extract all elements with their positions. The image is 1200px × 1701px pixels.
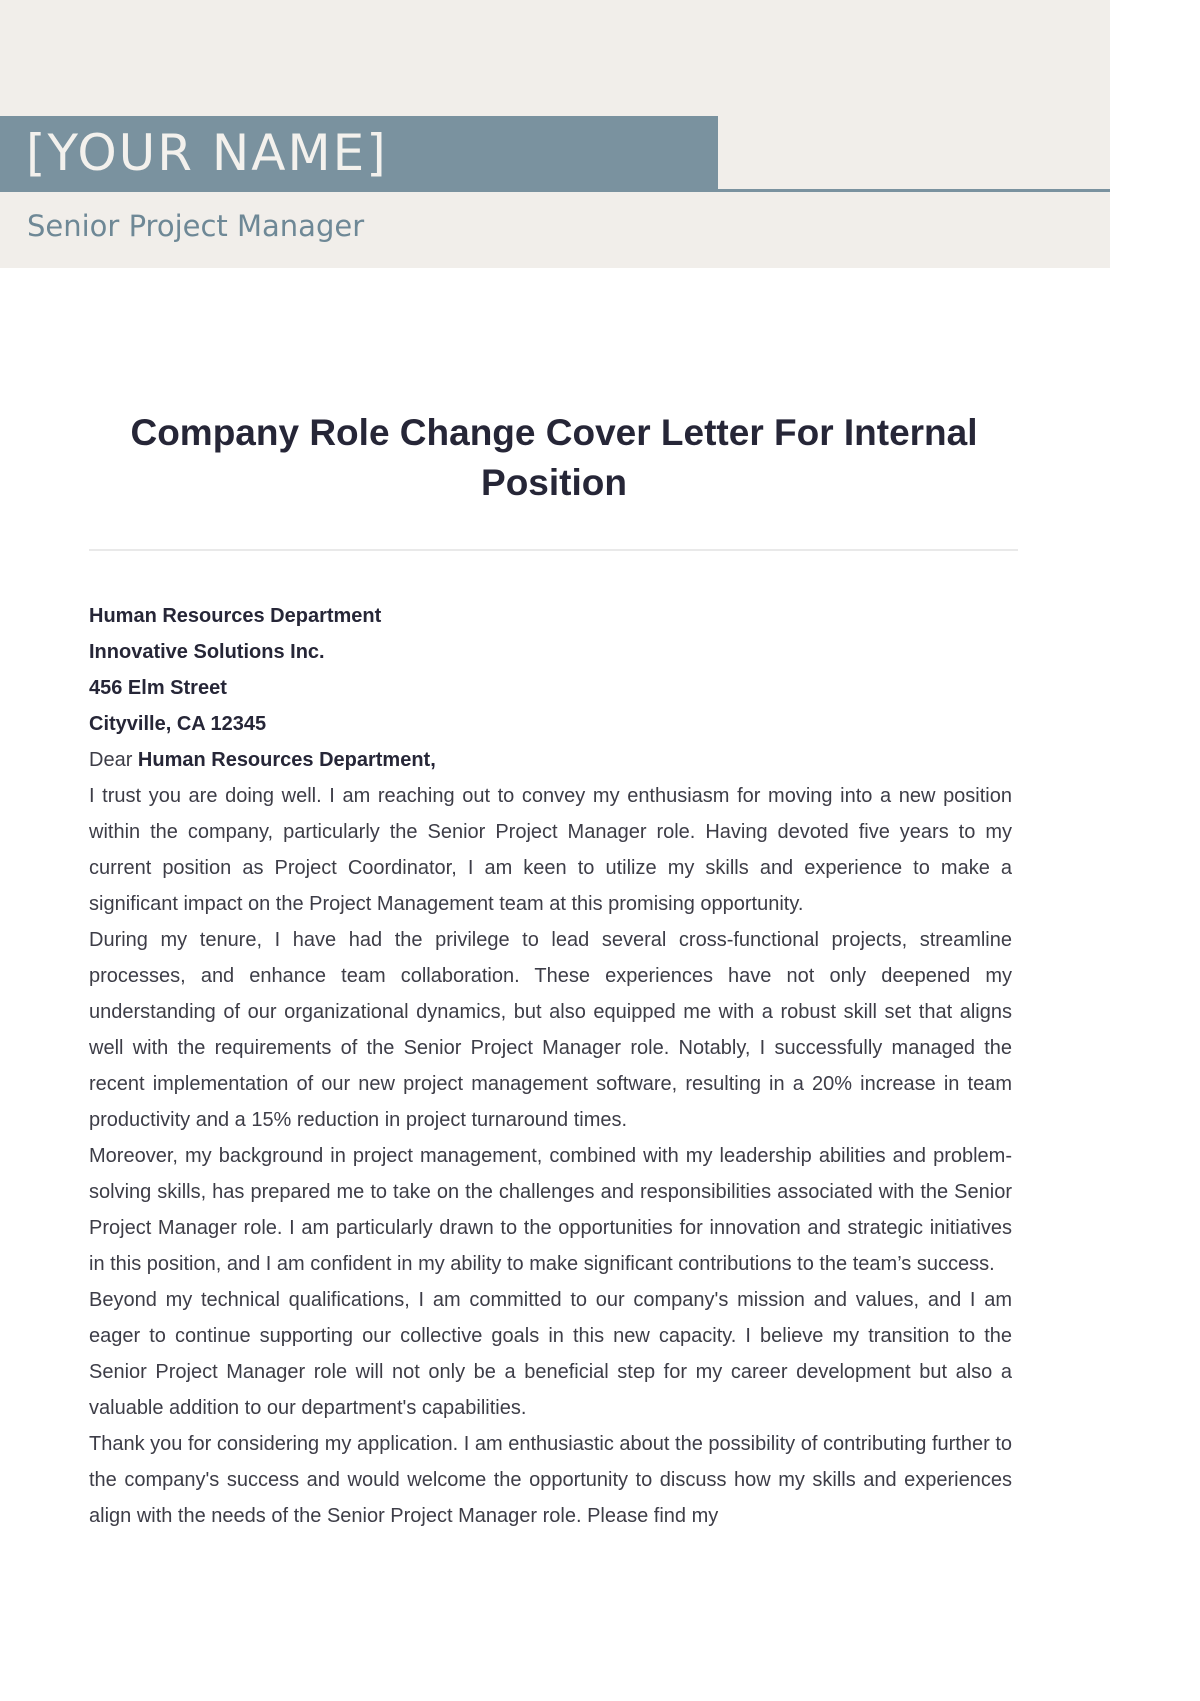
recipient-city: Cityville, CA 12345 xyxy=(89,713,267,735)
salutation xyxy=(89,742,1012,778)
header-divider xyxy=(718,189,1110,192)
paragraph-intro: I trust you are doing well. I am reaching out to convey my enthusiasm for moving into a new position within the company, particularly the Senior Project Manager role. Having devoted five years to my current position as Project Coordinator, I am keen to utilize my skills and experience to make a significant impact on the Project Management team at this promising opportunity. xyxy=(89,785,1012,915)
paragraph-experience: During my tenure, I have had the privilege to lead several cross-functional projects, streamline processes, and enhance team collaboration. These experiences have not only deepened my understanding of our organizational dynamics, but also equipped me with a robust skill set that aligns well with the requirements of the Senior Project Manager role. Notably, I successfully managed the recent implementation of our new project management software, resulting in a 20% increase in team productivity and a 15% reduction in project turnaround times. xyxy=(89,929,1012,1131)
paragraph-closing: Thank you for considering my application. I am enthusiastic about the possibility of contributing further to the company's success and would welcome the opportunity to discuss how my skills and experiences align with the needs of the Senior Project Manager role. Please find my xyxy=(89,1433,1012,1527)
paragraph-commitment: Beyond my technical qualifications, I am committed to our company's mission and values, and I am eager to continue supporting our collective goals in this new capacity. I believe my transition to the Senior Project Manager role will not only be a beneficial step for my career development but also a valuable addition to our department's capabilities. xyxy=(89,1289,1012,1419)
letter-body xyxy=(89,598,1012,1534)
applicant-job-title: Senior Project Manager xyxy=(27,209,365,243)
document-title: Company Role Change Cover Letter For Internal Position xyxy=(130,412,978,503)
salutation-greeting: Dear xyxy=(89,749,138,771)
recipient-company: Innovative Solutions Inc. xyxy=(89,641,325,663)
recipient-street: 456 Elm Street xyxy=(89,677,227,699)
paragraph-skills: Moreover, my background in project management, combined with my leadership abilities and problem-solving skills, has prepared me to take on the challenges and responsibilities associated with the Senior Project Manager role. I am particularly drawn to the opportunities for innovation and strategic initiatives in this position, and I am confident in my ability to make significant contributions to the team’s success. xyxy=(89,1145,1012,1275)
recipient-department: Human Resources Department xyxy=(89,605,382,627)
title-divider xyxy=(89,549,1018,551)
salutation-recipient: Human Resources Department, xyxy=(137,749,436,771)
applicant-name: [YOUR NAME] xyxy=(26,124,388,182)
